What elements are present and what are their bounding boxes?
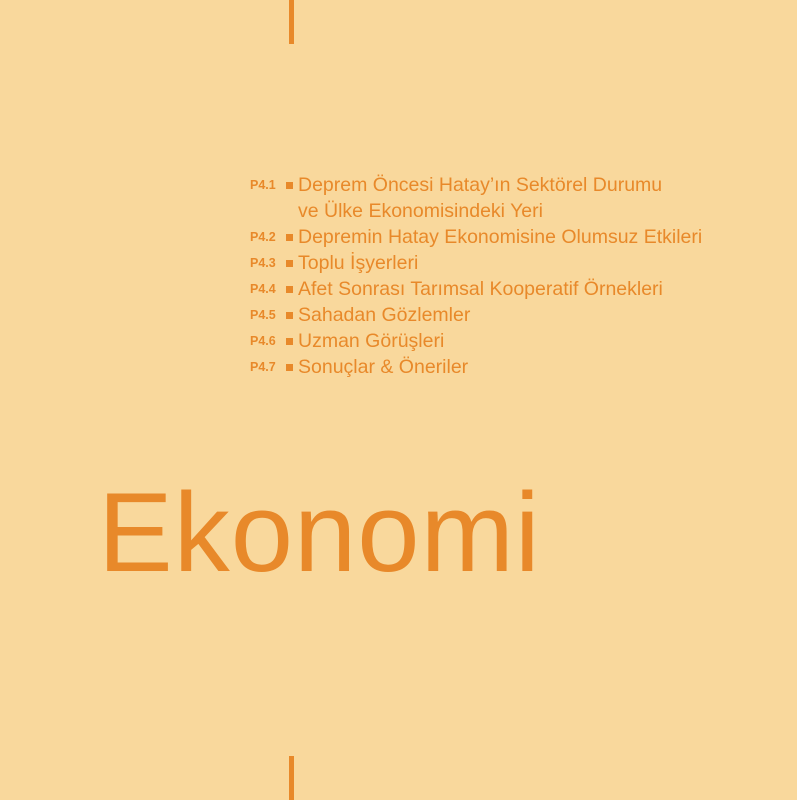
square-bullet-icon	[286, 234, 293, 241]
toc-title: Uzman Görüşleri	[298, 330, 445, 352]
toc-title: Toplu İşyerleri	[298, 252, 419, 274]
toc-title: Sonuçlar & Öneriler	[298, 356, 469, 378]
top-divider-line	[289, 0, 294, 44]
toc-item-p4-4[interactable]	[250, 276, 790, 302]
bottom-divider-line	[289, 756, 294, 800]
toc-code: P4.7	[250, 360, 276, 374]
toc-item-p4-3[interactable]	[250, 250, 790, 276]
square-bullet-icon	[286, 182, 293, 189]
toc-item-p4-1[interactable]	[250, 172, 790, 224]
toc-code: P4.1	[250, 178, 276, 192]
toc-item-p4-7[interactable]	[250, 354, 790, 380]
toc-title: Deprem Öncesi Hatay’ın Sektörel Durumu ve Ülke Ekonomisindeki Yeri	[298, 174, 663, 222]
toc-code: P4.6	[250, 334, 276, 348]
toc-item-p4-6[interactable]	[250, 328, 790, 354]
square-bullet-icon	[286, 312, 293, 319]
toc-code: P4.2	[250, 230, 276, 244]
square-bullet-icon	[286, 286, 293, 293]
toc-item-p4-5[interactable]	[250, 302, 790, 328]
toc-title: Depremin Hatay Ekonomisine Olumsuz Etkileri	[298, 226, 703, 248]
toc-code: P4.5	[250, 308, 276, 322]
square-bullet-icon	[286, 338, 293, 345]
toc-code: P4.4	[250, 282, 276, 296]
toc-title: Sahadan Gözlemler	[298, 304, 471, 326]
square-bullet-icon	[286, 260, 293, 267]
square-bullet-icon	[286, 364, 293, 371]
table-of-contents	[250, 172, 790, 380]
section-title: Ekonomi	[98, 470, 541, 595]
toc-code: P4.3	[250, 256, 276, 270]
toc-item-p4-2[interactable]	[250, 224, 790, 250]
toc-title: Afet Sonrası Tarımsal Kooperatif Örnekleri	[298, 278, 663, 300]
